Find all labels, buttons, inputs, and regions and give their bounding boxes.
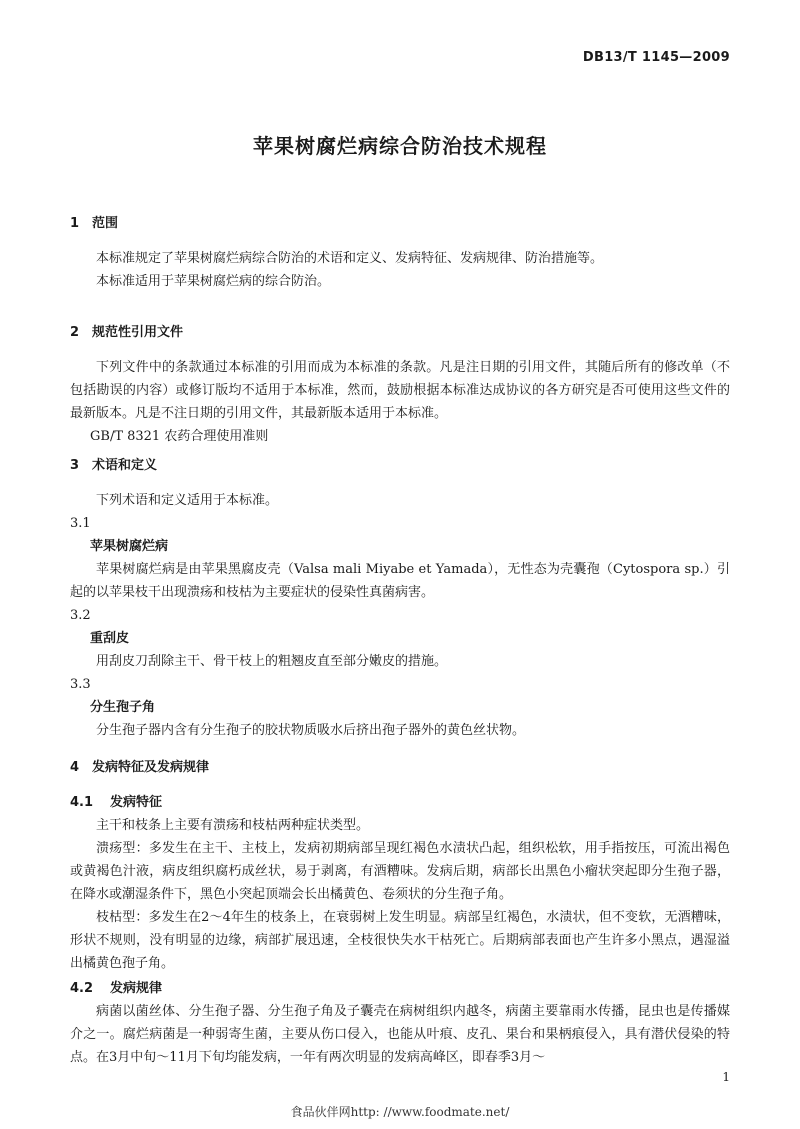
page-number: 1 <box>722 1070 730 1084</box>
term-number: 3.2 <box>70 608 91 623</box>
paragraph: 下列术语和定义适用于本标准。 <box>96 493 279 508</box>
footer-watermark: 食品伙伴网http: //www.foodmate.net/ <box>290 1105 510 1119</box>
paragraph: 本标准适用于苹果树腐烂病的综合防治。 <box>96 274 331 289</box>
standard-code: DB13/T 1145—2009 <box>582 50 730 65</box>
section-number: 2 <box>70 325 80 340</box>
section-title: 术语和定义 <box>92 458 158 473</box>
section-number: 3 <box>70 458 80 473</box>
subsection-4-2-heading <box>70 977 730 1000</box>
section-number: 1 <box>70 216 80 231</box>
document-title: 苹果树腐烂病综合防治技术规程 <box>253 134 547 158</box>
term-definition: 分生孢子器内含有分生孢子的胶状物质吸水后挤出孢子器外的黄色丝状物。 <box>96 723 526 738</box>
section-3-heading <box>70 454 730 477</box>
term-name: 分生孢子角 <box>90 700 156 715</box>
subsection-title: 发病规律 <box>110 981 163 996</box>
term-definition: 苹果树腐烂病是由苹果黑腐皮壳（Valsa mali Miyabe et Yamada），无性态为壳囊孢（Cytospora sp.）引起的以苹果枝干出现溃疡和枝枯为主要症状的侵染性真菌病害。 <box>70 562 730 600</box>
subsection-number: 4.2 <box>70 981 94 996</box>
section-2-heading <box>70 321 730 344</box>
section-title: 范围 <box>92 216 119 231</box>
paragraph: 主干和枝条上主要有溃疡和枝枯两种症状类型。 <box>96 818 370 833</box>
section-title: 发病特征及发病规律 <box>92 760 210 775</box>
reference-item: GB/T 8321 农药合理使用准则 <box>90 429 269 444</box>
paragraph: 溃疡型：多发生在主干、主枝上，发病初期病部呈现红褐色水渍状凸起，组织松软，用手指按压，可流出褐色或黄褐色汁液，病皮组织腐朽成丝状，易于剥离，有酒糟味。发病后期，病部长出黑色小瘤状突起即分生孢子器，在降水或潮湿条件下，黑色小突起顶端会长出橘黄色、卷须状的分生孢子角。 <box>70 841 730 902</box>
paragraph: 枝枯型：多发生在2～4年生的枝条上，在衰弱树上发生明显。病部呈红褐色，水渍状，但不变软，无酒糟味，形状不规则，没有明显的边缘，病部扩展迅速，全枝很快失水干枯死亡。后期病部表面也产生许多小黑点，遇湿溢出橘黄色孢子角。 <box>70 910 730 971</box>
paragraph: 本标准规定了苹果树腐烂病综合防治的术语和定义、发病特征、发病规律、防治措施等。 <box>96 251 604 266</box>
paragraph: 病菌以菌丝体、分生孢子器、分生孢子角及子囊壳在病树组织内越冬，病菌主要靠雨水传播，昆虫也是传播媒介之一。腐烂病菌是一种弱寄生菌，主要从伤口侵入，也能从叶痕、皮孔、果台和果柄痕侵入，具有潜伏侵染的特点。在3月中旬～11月下旬均能发病，一年有两次明显的发病高峰区，即春季3月～ <box>70 1004 730 1065</box>
paragraph: 下列文件中的条款通过本标准的引用而成为本标准的条款。凡是注日期的引用文件，其随后所有的修改单（不包括勘误的内容）或修订版均不适用于本标准，然而，鼓励根据本标准达成协议的各方研究是否可使用这些文件的最新版本。凡是不注日期的引用文件，其最新版本适用于本标准。 <box>70 360 730 421</box>
term-number: 3.1 <box>70 516 91 531</box>
term-name: 重刮皮 <box>90 631 130 646</box>
term-name: 苹果树腐烂病 <box>90 539 169 554</box>
section-number: 4 <box>70 760 80 775</box>
term-number: 3.3 <box>70 677 91 692</box>
subsection-number: 4.1 <box>70 795 94 810</box>
subsection-title: 发病特征 <box>110 795 163 810</box>
section-1-heading <box>70 212 730 235</box>
document-body <box>70 212 730 1069</box>
section-4-heading <box>70 756 730 779</box>
subsection-4-1-heading <box>70 791 730 814</box>
term-definition: 用刮皮刀刮除主干、骨干枝上的粗翘皮直至部分嫩皮的措施。 <box>96 654 448 669</box>
section-title: 规范性引用文件 <box>92 325 184 340</box>
